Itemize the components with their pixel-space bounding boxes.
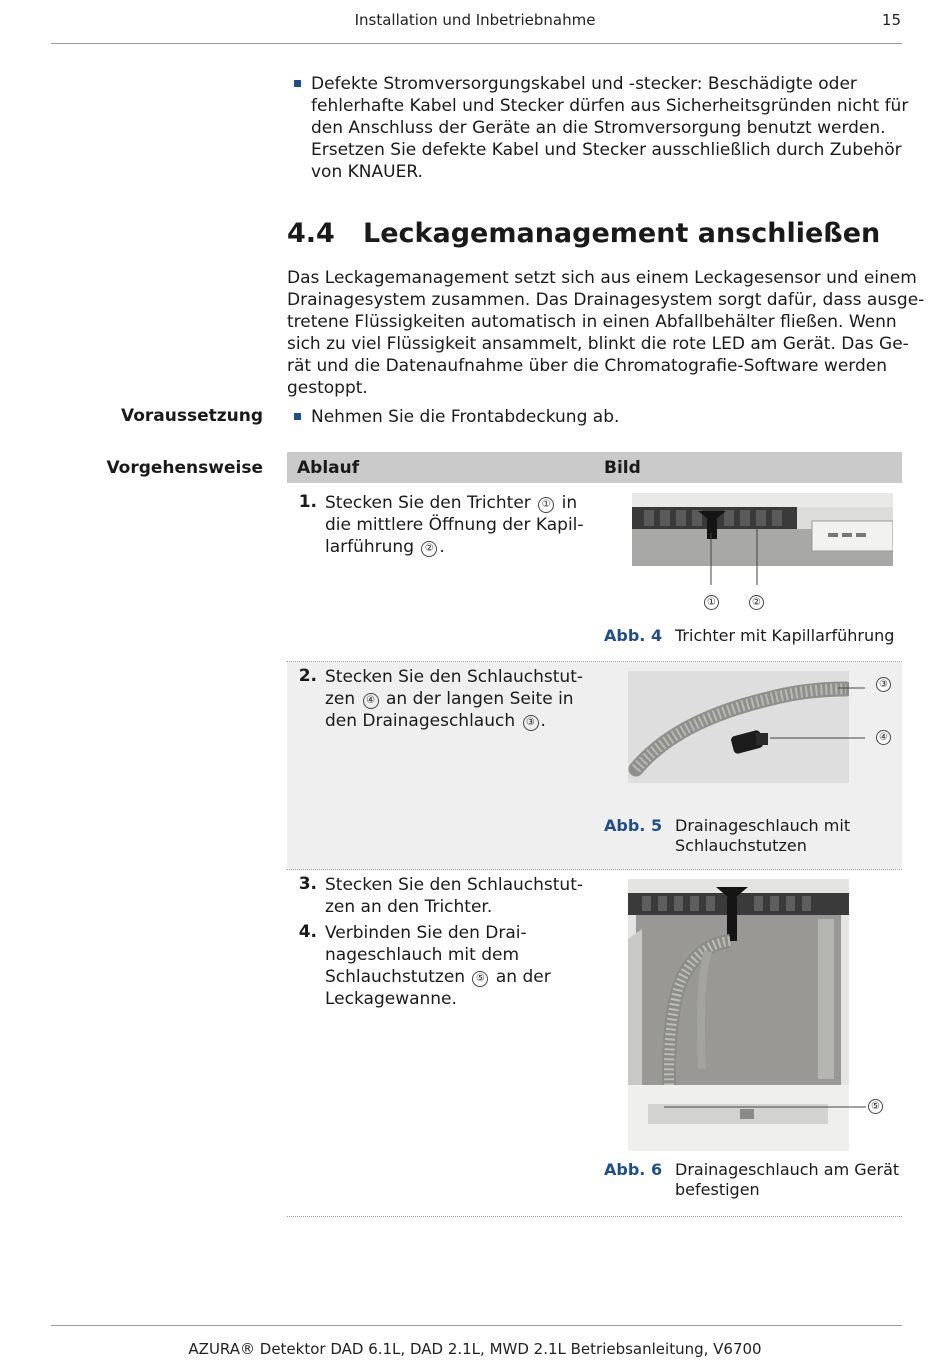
step-1-text: Stecken Sie den Trichter ① in die mittlere Öffnung der Kapil- larführung ② .: [325, 493, 584, 557]
step-number: 2.: [298, 666, 317, 686]
callout-2: ②: [749, 595, 764, 610]
figure-5-caption: Drainageschlauch mit Schlauchstutzen: [675, 816, 851, 855]
callout-3: ③: [876, 677, 891, 692]
bullet-square-icon: [294, 80, 301, 87]
callout-ref: ⑤: [472, 971, 488, 987]
intro-bullet-text: Defekte Stromversorgungskabel und -stecker: Beschädigte oder fehlerhafte Kabel und Stecker dürfen aus Sicherheitsgründen nicht für den Anschluss der Geräte an die Stromversorgung benutzt werden. Ersetzen Sie defekte Kabel und Stecker ausschließlich durch Zubehör von KNAUER.: [311, 74, 909, 182]
procedure-label: Vorgehensweise: [106, 458, 263, 478]
callout-5: ⑤: [868, 1099, 883, 1114]
step-3-text: Stecken Sie den Schlauchstut- zen an den Trichter.: [325, 875, 583, 917]
callout-4: ④: [876, 730, 891, 745]
figure-4-leader-lines: [700, 525, 770, 587]
header-rule: [51, 43, 902, 44]
figure-6-leader-line: [660, 1100, 870, 1114]
callout-ref: ④: [363, 693, 379, 709]
footer-text: AZURA® Detektor DAD 6.1L, DAD 2.1L, MWD 2.1L Betriebsanleitung, V6700: [188, 1340, 762, 1358]
figure-6-label: Abb. 6: [604, 1160, 663, 1179]
running-header-title: Installation und Inbetriebnahme: [354, 11, 596, 29]
procedure-table-header: [287, 452, 902, 483]
figure-4-caption: Trichter mit Kapillarführung: [675, 626, 895, 645]
bullet-square-icon: [294, 413, 301, 420]
figure-5-label: Abb. 5: [604, 816, 663, 835]
section-number: 4.4: [287, 218, 335, 249]
prerequisite-text: Nehmen Sie die Frontabdeckung ab.: [311, 407, 620, 427]
table-bottom-separator: [287, 1216, 902, 1217]
row-separator: [287, 869, 902, 870]
step-4-text: Verbinden Sie den Drai- nageschlauch mit dem Schlauchstutzen ⑤ an der Leckagewanne.: [325, 923, 551, 1009]
section-body: Das Leckagemanagement setzt sich aus einem Leckagesensor und einem Drainagesystem zusammen. Das Drainagesystem sorgt dafür, dass ausge- tretene Flüssigkeiten automatisch in einen Abfallbehälter fließen. Wenn sich zu viel Flüssigkeit ansammelt, blinkt die rote LED am Gerät. Das Ge- rät und die Datenaufnahme über die Chromatografie-Software werden gestoppt.: [287, 268, 925, 398]
figure-4-label: Abb. 4: [604, 626, 663, 645]
callout-ref: ②: [421, 541, 437, 557]
footer-rule: [51, 1325, 902, 1326]
prerequisite-label: Voraussetzung: [120, 406, 263, 426]
column-header-bild: Bild: [604, 458, 641, 478]
section-title: Leckagemanagement anschließen: [363, 218, 881, 249]
page-number: 15: [881, 11, 901, 29]
step-number: 4.: [298, 922, 317, 942]
column-header-ablauf: Ablauf: [297, 458, 360, 478]
figure-5-leader-lines: [760, 680, 870, 750]
callout-ref: ①: [538, 497, 554, 513]
row-separator: [287, 661, 902, 662]
callout-1: ①: [704, 595, 719, 610]
callout-ref: ③: [523, 715, 539, 731]
step-number: 1.: [298, 492, 317, 512]
step-number: 3.: [298, 874, 317, 894]
figure-6-caption: Drainageschlauch am Gerät befestigen: [675, 1160, 900, 1199]
step-2-text: Stecken Sie den Schlauchstut- zen ④ an der langen Seite in den Drainageschlauch ③ .: [325, 667, 583, 731]
